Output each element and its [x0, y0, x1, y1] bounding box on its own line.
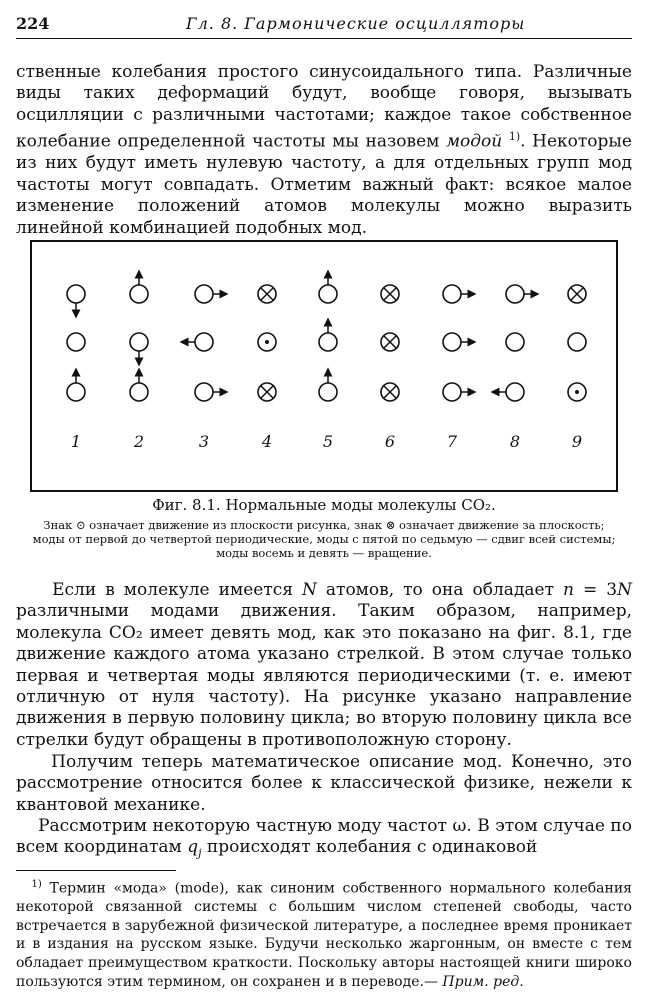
mode-label: 1: [70, 432, 82, 451]
normal-modes-diagram: [32, 242, 620, 494]
atom: [181, 333, 213, 351]
caption-note-b: означает движение из плоскости рисунка, знак: [85, 518, 386, 532]
term-moda: модой: [445, 131, 503, 152]
atom: [381, 383, 399, 401]
paragraph-1-text-a: ственные колебания простого синусоидального типа. Различные виды таких деформаций будут, вообще говоря, вызывать осцилляции с различными частотами; каждое такое собственное колебание определенной частоты мы назовем: [16, 62, 632, 152]
mode-label: 4: [261, 432, 273, 451]
atom: [319, 319, 337, 351]
figure-8-1: [30, 240, 618, 492]
atom: [195, 285, 227, 303]
footnote-rule: [16, 870, 176, 871]
var-N-2: N: [617, 580, 632, 600]
var-n: n: [563, 580, 574, 600]
paragraph-2-text-b: атомов, то она обладает: [316, 580, 564, 600]
atom: [568, 285, 586, 303]
atom: [258, 383, 276, 401]
mode-label: 9: [571, 432, 583, 451]
atom: [67, 333, 85, 351]
atom: [443, 285, 475, 303]
footnote-mark: 1): [31, 879, 42, 890]
atom: [568, 333, 586, 351]
paragraph-1-text-b: . Некоторые из них будут иметь нулевую частоту, а для отдельных групп мод частоты могут совпадать. Отметим важный факт: всякое малое изменение положений атомов молекулы можно выразить линейной комбинацией подобных мод.: [16, 131, 632, 238]
atom: [258, 285, 276, 303]
atom: [258, 333, 276, 351]
mode-label: 3: [198, 432, 210, 451]
atom: [506, 285, 538, 303]
footnote: [16, 876, 632, 991]
atom: [319, 271, 337, 303]
atom: [506, 333, 524, 351]
footnote-text: Термин «мода» (mode), как синоним собственного нормального колебания некоторой связанной системы с большим числом степеней свободы, часто встречается в зарубежной физической литературе, а последнее время проникает и в издания на русском языке. Будучи несколько жаргонным, он вместе с тем обладает преимуществом краткости. Поскольку авторы настоящей книги широко пользуются этим термином, он сохранен и в переводе.—: [16, 880, 632, 990]
page-header: [16, 14, 632, 39]
figure-caption-note: [30, 518, 618, 560]
figure-caption-title: Фиг. 8.1. Нормальные моды молекулы CO₂.: [152, 496, 496, 514]
mode-label: 5: [322, 432, 334, 451]
mode-label: 2: [133, 432, 145, 451]
atom: [67, 285, 85, 317]
atom: [319, 369, 337, 401]
atom: [130, 271, 148, 303]
into-plane-icon: ⊗: [385, 518, 396, 532]
mode-label: 7: [446, 432, 458, 451]
var-q: q: [187, 837, 199, 858]
subscript-j: j: [198, 846, 202, 860]
footnote-ref: 1): [508, 130, 521, 144]
atom: [195, 383, 227, 401]
atom: [492, 383, 524, 401]
paragraph-3: [16, 752, 632, 816]
atom: [443, 333, 475, 351]
editor-note: Прим. ред.: [442, 973, 524, 990]
atom: [67, 369, 85, 401]
paragraph-2-text-a: Если в молекуле имеется: [52, 580, 302, 600]
paragraph-4-text-b: происходят колебания с одинаковой: [201, 837, 538, 858]
paragraph-2-text-d: различными модами движения. Таким образом, например, молекула CO₂ имеет девять мод, как это показано на фиг. 8.1, где движение каждого атома указано стрелкой. В этом случае только первая и четвертая моды являются периодическими (т. е. имеют отличную от нуля частоту). На рисунке указано направление движения в первую половину цикла; во вторую половину цикла все стрелки будут обращены в противоположную сторону.: [16, 601, 632, 750]
running-title: Гл. 8. Гармонические осцилляторы: [186, 14, 526, 33]
caption-note-a: Знак: [43, 518, 76, 532]
paragraph-3-text: Получим теперь математическое описание мод. Конечно, это рассмотрение относится более к классической физике, нежели к квантовой механике.: [16, 752, 632, 815]
atom: [381, 285, 399, 303]
var-N: N: [302, 580, 317, 600]
atom: [130, 369, 148, 401]
atom: [443, 383, 475, 401]
paragraph-2-text-c: = 3: [574, 580, 618, 600]
paragraph-2: [16, 580, 632, 751]
caption-note-c: означает движение за плоскость; моды от первой до четвертой периодические, моды с пятой по седьмую — сдвиг всей системы; моды восемь и девять — вращение.: [32, 518, 616, 560]
paragraph-4: [16, 816, 632, 864]
mode-label: 6: [384, 432, 396, 451]
out-of-plane-icon: ⊙: [75, 518, 86, 532]
paragraph-1: [16, 62, 632, 239]
atom: [130, 333, 148, 365]
atom: [381, 333, 399, 351]
paragraph-4-text-a: Рассмотрим некоторую частную моду частот ω. В этом случае по всем координатам: [16, 816, 632, 858]
atom: [568, 383, 586, 401]
mode-label: 8: [509, 432, 521, 451]
page-number: 224: [16, 14, 50, 33]
